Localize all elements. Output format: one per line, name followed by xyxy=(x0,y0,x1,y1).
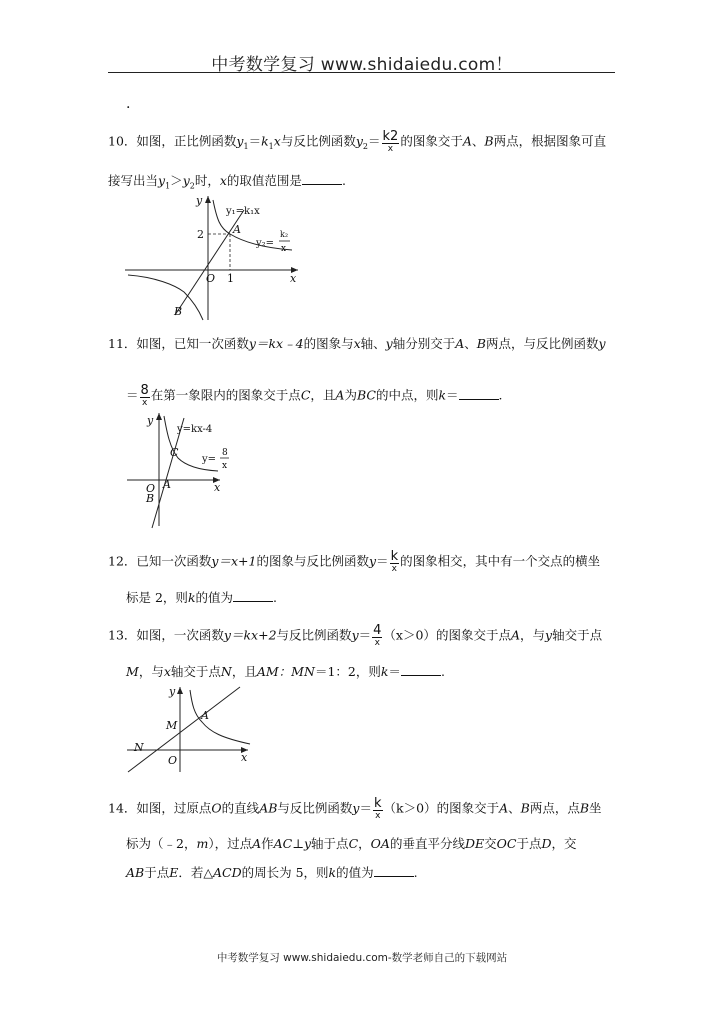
q10-figure xyxy=(120,190,310,325)
q13-label-origin: O xyxy=(168,754,178,767)
q13-label-y: y xyxy=(169,685,176,698)
q13-fraction: $\frac{4}{x}$ xyxy=(373,623,382,648)
q11-curve-label: y= xyxy=(202,454,217,465)
q11-figure xyxy=(122,408,232,530)
q10-line2: 接写出当$y_1>y_2$时，x的取值范围是 . xyxy=(108,173,346,191)
stray-dot: . xyxy=(126,96,131,112)
q14-line2: 标为（﹣2，m），过点A作AC⊥y轴于点C，OA的垂直平分线DE交OC于点D，交 xyxy=(126,836,577,851)
q10-label-x: x xyxy=(290,272,297,285)
q10-fraction: $\frac{k2}{x}$ xyxy=(382,129,399,154)
q10-label-B: B xyxy=(174,305,183,318)
q11-label-B: B xyxy=(146,492,155,505)
q11-label-y: y xyxy=(147,414,154,427)
q10-y-arrow xyxy=(205,196,211,203)
q11-label-A: A xyxy=(163,478,171,491)
q14-answer-blank[interactable] xyxy=(374,865,414,877)
q13-label-x: x xyxy=(241,751,248,764)
page-header: 中考数学复习 www.shidaiedu.com！ xyxy=(211,55,513,75)
q10-curve-label: y₂= xyxy=(256,238,275,249)
q11-fraction: $\frac{8}{x}$ xyxy=(140,383,149,408)
q10-label-2: 2 xyxy=(197,228,204,241)
q11-line1: 11．如图，已知一次函数y＝kx﹣4的图象与x轴、y轴分别交于A、B两点，与反比例函数y xyxy=(108,336,606,351)
q11-line-label: y=kx-4 xyxy=(177,424,213,435)
q11-y-arrow xyxy=(156,413,162,420)
q11-label-x: x xyxy=(214,481,221,494)
header-rule xyxy=(108,72,615,73)
q13-line-kx+2 xyxy=(128,687,240,772)
q11-label-origin: O xyxy=(146,482,156,495)
q10-number: 10． xyxy=(108,133,137,149)
q14-line3: AB于点E．若△ACD的周长为 5，则k的值为 . xyxy=(126,865,418,880)
q10-label-1: 1 xyxy=(227,272,234,285)
q10-answer-blank[interactable] xyxy=(302,173,342,185)
q10-hyperbola-branch-2 xyxy=(128,275,203,320)
q13-figure xyxy=(122,682,257,777)
q13-y-arrow xyxy=(177,687,183,694)
q11-label-C: C xyxy=(170,446,179,459)
q11-number: 11． xyxy=(108,336,137,351)
q11-curve-label-den: x xyxy=(222,461,228,471)
q10-label-origin: O xyxy=(206,272,216,285)
q10-line-label: y₁=k₁x xyxy=(226,206,260,217)
q11-answer-blank[interactable] xyxy=(459,388,499,400)
q14-line1: 14．如图，过原点O的直线AB与反比例函数y＝ $\frac{k}{x}$ （k＞0）的图象交于A、B两点，点B坐 xyxy=(108,796,602,821)
q10-label-y: y xyxy=(196,194,203,207)
q12-fraction: $\frac{k}{x}$ xyxy=(390,549,399,574)
q11-line2: ＝ $\frac{8}{x}$ 在第一象限内的图象交于点C，且A为BC的中点，则k＝ . xyxy=(126,383,503,408)
page-footer: 中考数学复习 www.shidaiedu.com-数学老师自己的下载网站 xyxy=(216,952,508,964)
q13-line2: M，与x轴交于点N，且AM：MN＝1：2，则k＝ . xyxy=(126,664,445,679)
q13-label-N: N xyxy=(134,741,144,754)
q10-curve-label-num: k₂ xyxy=(280,230,289,239)
q10-label-A: A xyxy=(233,223,241,236)
q12-answer-blank[interactable] xyxy=(233,590,273,602)
q13-label-M: M xyxy=(166,719,178,732)
q13-line1: 13．如图，一次函数y＝kx+2与反比例函数y＝ $\frac{4}{x}$ （x＞0）的图象交于点A，与y轴交于点 xyxy=(108,623,603,648)
q10-curve-label-den: x xyxy=(281,244,287,254)
q10-line1: 10．如图，正比例函数$y_1=k_1x$与反比例函数$y_2=$ $\frac{k2}{x}$ 的图象交于A、B两点，根据图象可直 xyxy=(108,129,607,154)
q14-number: 14． xyxy=(108,800,137,816)
q12-line1: 12．已知一次函数y＝x+1的图象与反比例函数y＝ $\frac{k}{x}$ 的图象相交，其中有一个交点的横坐 xyxy=(108,549,601,574)
q13-answer-blank[interactable] xyxy=(401,664,441,676)
q11-curve-label-num: 8 xyxy=(222,448,228,458)
q12-line2: 标是 2，则k的值为 . xyxy=(126,590,278,605)
q13-number: 13． xyxy=(108,627,137,643)
q13-label-A: A xyxy=(201,709,209,722)
q14-fraction: $\frac{k}{x}$ xyxy=(374,796,382,821)
q12-number: 12． xyxy=(108,553,137,569)
q13-hyperbola xyxy=(190,690,250,744)
